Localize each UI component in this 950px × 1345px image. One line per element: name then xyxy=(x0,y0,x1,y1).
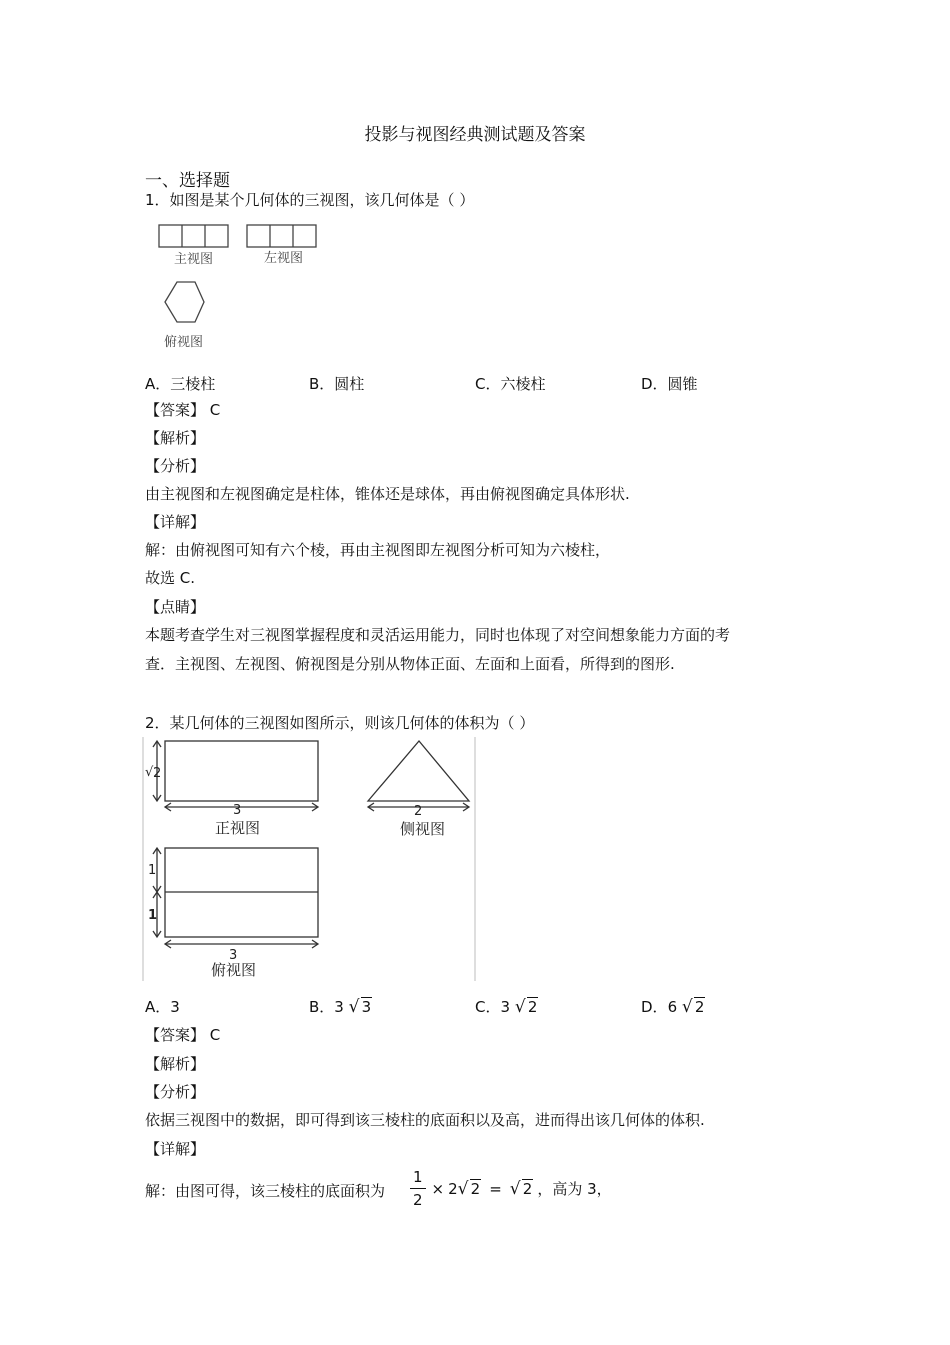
q1-front-view-rect xyxy=(159,225,228,247)
section-heading: 一、选择题 xyxy=(145,171,230,191)
q1-option-c: C．六棱柱 xyxy=(475,375,546,393)
q2-top-h1-label: 1 xyxy=(148,863,157,878)
q2-option-a xyxy=(145,996,180,1017)
q2-option-d-coef: 6 xyxy=(667,998,678,1016)
q2-option-b-sqrt xyxy=(349,998,373,1016)
q1-dianjing-line2: 查．主视图、左视图、俯视图是分别从物体正面、左面和上面看，所得到的图形. xyxy=(145,655,675,673)
q2-front-label: 正视图 xyxy=(215,819,261,837)
q2-three-view-figure xyxy=(142,737,478,982)
q1-hexagon-top-view xyxy=(165,282,204,322)
q2-solution-coef: 2 xyxy=(448,1179,458,1198)
q2-front-height-sqrt-sign: √ xyxy=(145,765,154,780)
q1-fenxi: 【分析】 xyxy=(145,457,206,475)
q1-left-view-rect xyxy=(247,225,316,247)
q2-top-label: 俯视图 xyxy=(211,961,257,979)
q2-jiexi: 【解析】 xyxy=(145,1055,206,1073)
q2-option-d xyxy=(641,996,705,1017)
q1-option-b: B．圆柱 xyxy=(309,375,365,393)
q2-option-c-label: C． xyxy=(475,998,501,1016)
q2-solution-sqrt1 xyxy=(458,1180,482,1198)
q2-stem: 2．某几何体的三视图如图所示，则该几何体的体积为（ ） xyxy=(145,714,535,732)
q2-solution-fraction xyxy=(410,1166,426,1211)
q1-fenxi-text: 由主视图和左视图确定是柱体，锥体还是球体，再由俯视图确定具体形状. xyxy=(145,485,630,503)
q2-top-h2-label: 1 xyxy=(148,908,158,923)
q2-solution-denominator: 2 xyxy=(413,1191,423,1209)
q2-top-width-label: 3 xyxy=(229,948,238,963)
q2-option-c xyxy=(475,996,538,1017)
document-title: 投影与视图经典测试题及答案 xyxy=(364,125,586,145)
q1-top-label: 俯视图 xyxy=(164,335,204,350)
q2-side-view-triangle xyxy=(368,741,469,801)
q1-front-label: 主视图 xyxy=(174,252,214,267)
q1-jiexi: 【解析】 xyxy=(145,429,206,447)
q1-option-d: D．圆锥 xyxy=(641,375,698,393)
q1-option-a: A．三棱柱 xyxy=(145,375,216,393)
q2-front-width-label: 3 xyxy=(233,803,242,818)
q1-three-view-figure xyxy=(150,220,330,355)
q2-option-a-label: A． xyxy=(145,998,171,1016)
q2-solution-sqrt2 xyxy=(510,1180,534,1198)
q2-option-b-label: B． xyxy=(309,998,335,1016)
q2-xiangjie: 【详解】 xyxy=(145,1140,206,1158)
q2-option-b-radicand: 3 xyxy=(361,998,372,1016)
q2-solution-prefix: 解：由图可得，该三棱柱的底面积为 xyxy=(145,1182,386,1200)
q1-xiangjie-text: 解：由俯视图可知有六个棱，再由主视图即左视图分析可知为六棱柱， xyxy=(145,541,611,559)
q2-option-c-sqrt xyxy=(515,998,539,1016)
q2-solution-times: × xyxy=(431,1179,445,1198)
q2-front-view-rect xyxy=(165,741,318,801)
q2-option-b-coef: 3 xyxy=(334,998,344,1016)
q2-solution-formula xyxy=(410,1166,612,1211)
q2-option-c-radicand: 2 xyxy=(527,998,538,1016)
q2-option-c-coef: 3 xyxy=(500,998,511,1016)
q1-dianjing-line1: 本题考查学生对三视图掌握程度和灵活运用能力，同时也体现了对空间想象能力方面的考 xyxy=(145,626,731,644)
q1-answer: 【答案】 C xyxy=(145,401,221,419)
q1-xiangjie: 【详解】 xyxy=(145,513,206,531)
q2-solution-equals: = xyxy=(489,1179,502,1198)
q1-dianjing: 【点睛】 xyxy=(145,598,206,616)
q2-answer: 【答案】 C xyxy=(145,1026,221,1044)
q2-solution-numerator: 1 xyxy=(410,1166,426,1189)
q2-side-width-label: 2 xyxy=(414,804,423,819)
q2-option-a-value: 3 xyxy=(170,998,180,1016)
q2-option-d-sqrt xyxy=(682,998,706,1016)
q2-fenxi: 【分析】 xyxy=(145,1083,206,1101)
q2-option-d-label: D． xyxy=(641,998,668,1016)
q2-solution-suffix: ，高为 3， xyxy=(537,1180,612,1198)
q2-front-height-label: 2 xyxy=(153,766,162,781)
q2-option-d-radicand: 2 xyxy=(694,998,705,1016)
q2-fenxi-text: 依据三视图中的数据，即可得到该三棱柱的底面积以及高，进而得出该几何体的体积. xyxy=(145,1111,705,1129)
q1-choose: 故选 C. xyxy=(145,569,196,587)
q2-option-b xyxy=(309,996,372,1017)
q2-solution-radicand2: 2 xyxy=(522,1179,533,1198)
q2-solution-radicand1: 2 xyxy=(470,1179,481,1198)
q1-stem: 1．如图是某个几何体的三视图，该几何体是（ ） xyxy=(145,191,475,209)
q2-side-label: 侧视图 xyxy=(400,820,446,838)
q1-left-label: 左视图 xyxy=(264,251,304,266)
